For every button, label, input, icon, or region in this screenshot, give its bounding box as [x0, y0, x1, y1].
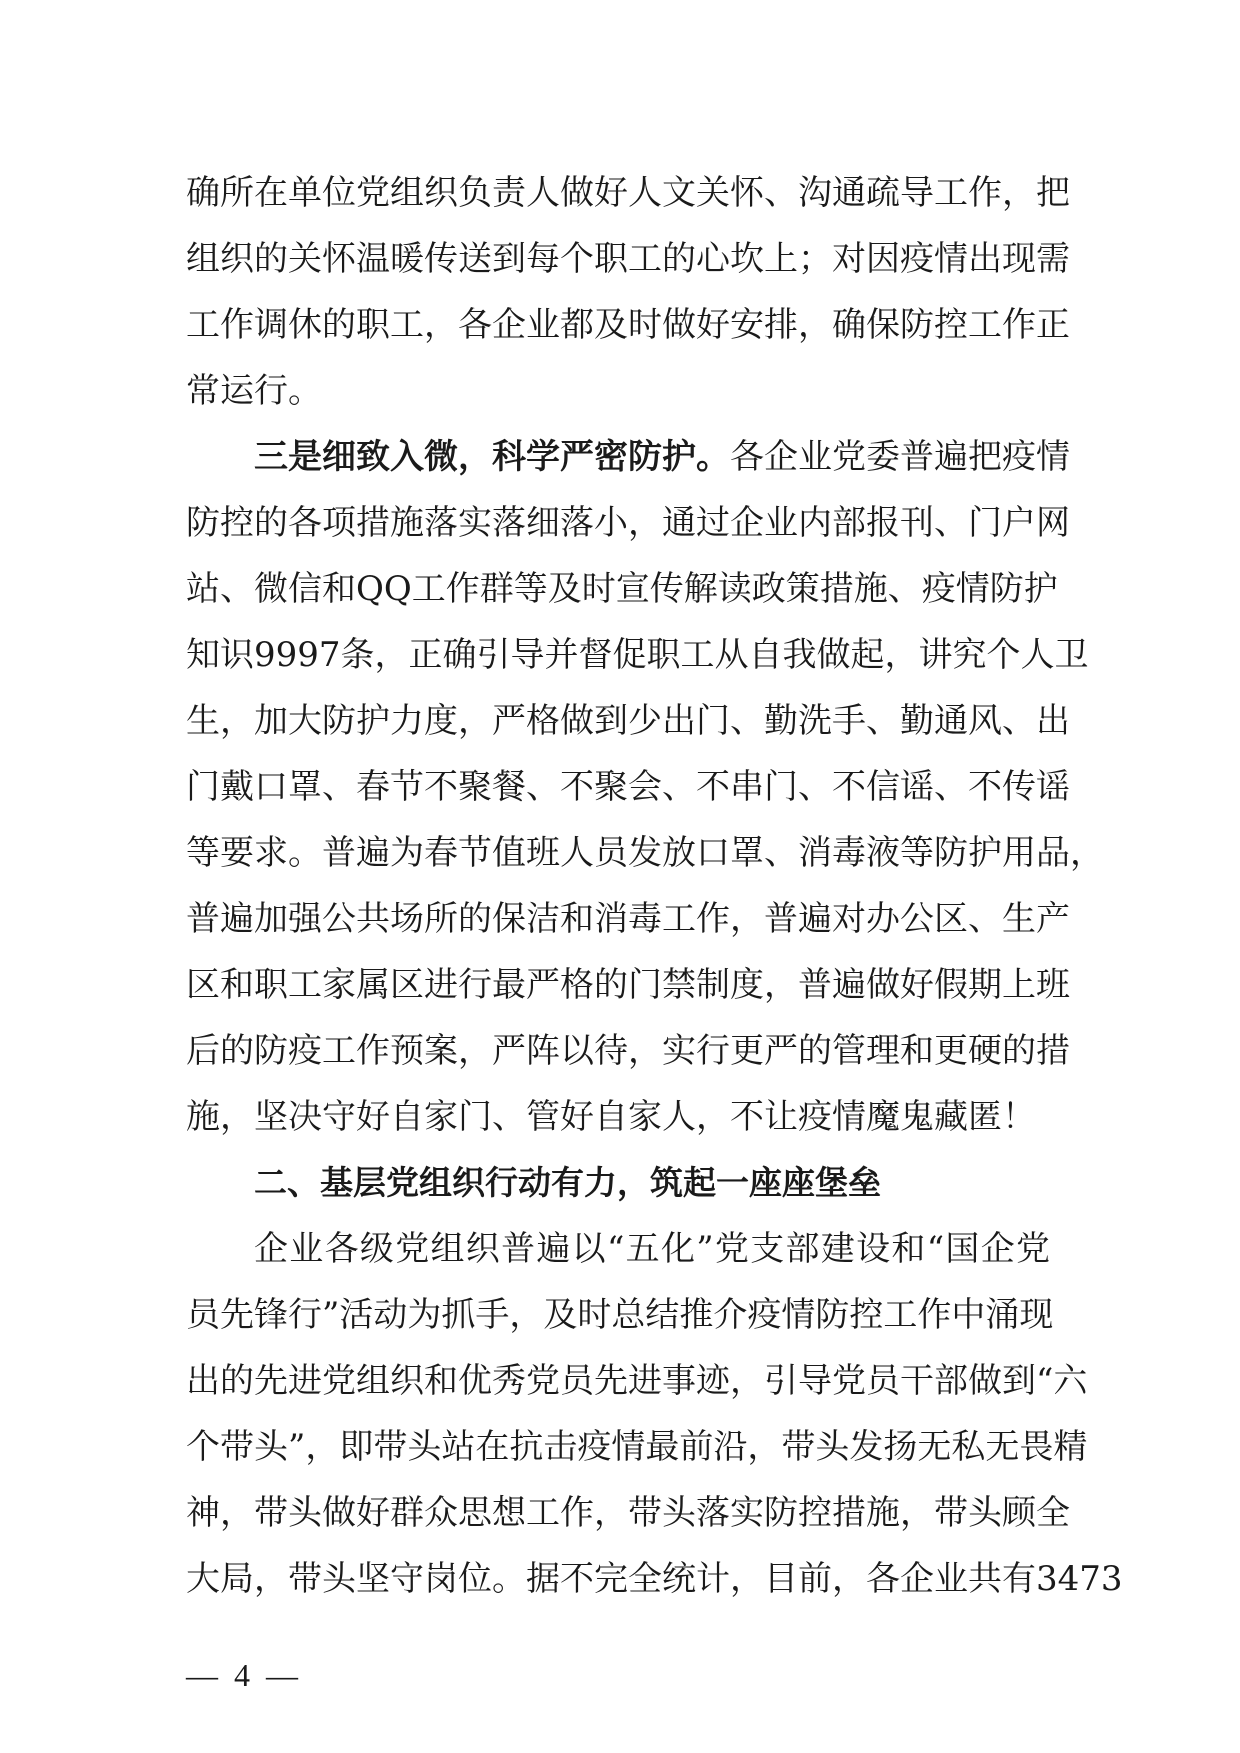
- text-line: 组织的关怀温暖传送到每个职工的心坎上；对因疫情出现需: [186, 239, 1070, 279]
- text-line: 区和职工家属区进行最严格的门禁制度，普遍做好假期上班: [186, 965, 1070, 1005]
- page-number: — 4 —: [186, 1657, 302, 1693]
- paragraph-2: [186, 424, 1104, 1150]
- text-line: 大局，带头坚守岗位。据不完全统计，目前，各企业共有3473: [186, 1559, 1123, 1599]
- paragraph-3: [186, 1216, 1123, 1612]
- text-line: 工作调休的职工，各企业都及时做好安排，确保防控工作正: [186, 305, 1070, 345]
- paragraph-lead: 三是细致入微，科学严密防护。: [254, 437, 730, 477]
- text-line: 个带头”，即带头站在抗击疫情最前沿，带头发扬无私无畏精: [186, 1427, 1088, 1467]
- text-line: 生，加大防护力度，严格做到少出门、勤洗手、勤通风、出: [186, 701, 1070, 741]
- text-line: 出的先进党组织和优秀党员先进事迹，引导党员干部做到“六: [186, 1361, 1088, 1401]
- text-line: [186, 424, 1070, 490]
- text-line: 防控的各项措施落实落细落小，通过企业内部报刊、门户网: [186, 503, 1070, 543]
- text-line: 确所在单位党组织负责人做好人文关怀、沟通疏导工作，把: [186, 173, 1070, 213]
- text-span: 各企业党委普遍把疫情: [730, 437, 1070, 477]
- body-text: [186, 160, 1123, 1612]
- text-line: 知识9997条，正确引导并督促职工从自我做起，讲究个人卫: [186, 635, 1089, 675]
- text-line: 员先锋行”活动为抓手，及时总结推介疫情防控工作中涌现: [186, 1295, 1054, 1335]
- text-line: 施，坚决守好自家门、管好自家人，不让疫情魔鬼藏匿！: [186, 1097, 1036, 1137]
- text-line: 门戴口罩、春节不聚餐、不聚会、不串门、不信谣、不传谣: [186, 767, 1070, 807]
- text-line: 站、微信和QQ工作群等及时宣传解读政策措施、疫情防护: [186, 569, 1058, 609]
- text-line: 普遍加强公共场所的保洁和消毒工作，普遍对办公区、生产: [186, 899, 1070, 939]
- text-line: 等要求。普遍为春节值班人员发放口罩、消毒液等防护用品，: [186, 833, 1104, 873]
- text-line: 常运行。: [186, 371, 322, 411]
- paragraph-1: [186, 160, 1070, 424]
- text-line: 神，带头做好群众思想工作，带头落实防控措施，带头顾全: [186, 1493, 1070, 1533]
- text-line: 企业各级党组织普遍以“五化”党支部建设和“国企党: [254, 1229, 1050, 1269]
- text-line: 后的防疫工作预案，严阵以待，实行更严的管理和更硬的措: [186, 1031, 1070, 1071]
- section-heading: 二、基层党组织行动有力，筑起一座座堡垒: [254, 1163, 881, 1202]
